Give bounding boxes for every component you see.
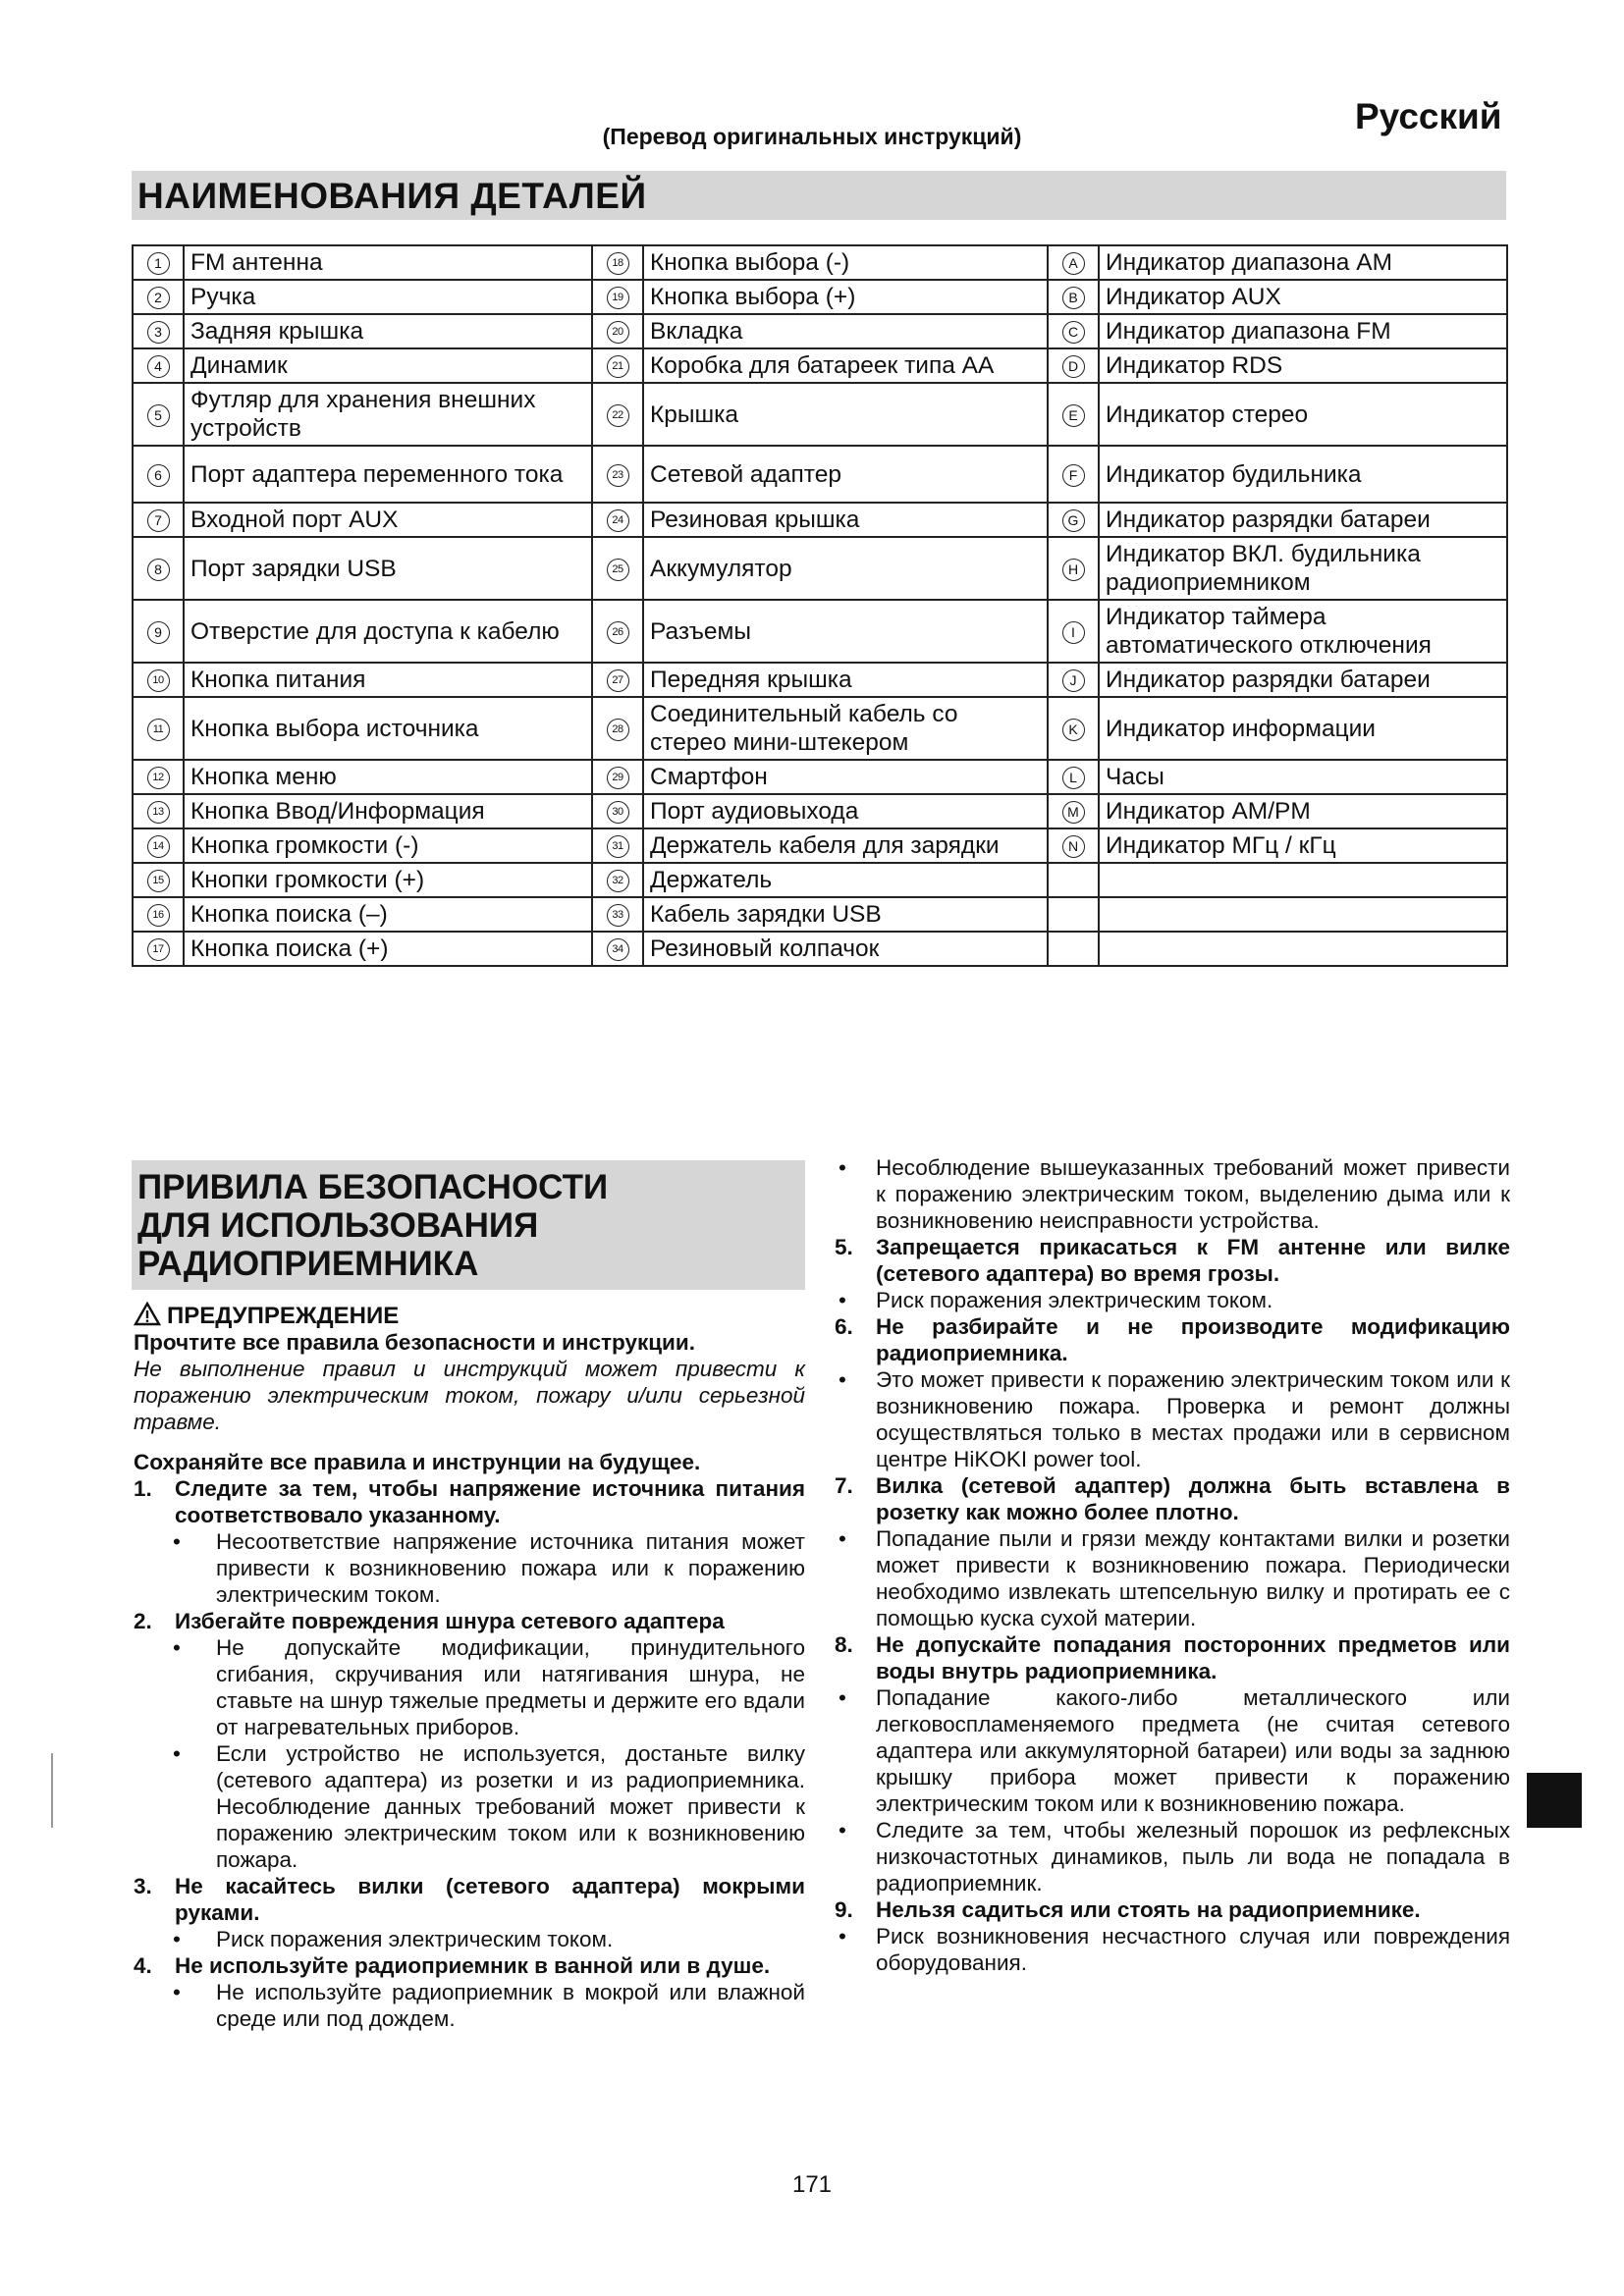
parts-row [133, 503, 1507, 537]
safety-bullet [835, 1287, 1510, 1313]
part-name: Индикатор AUX [1099, 280, 1507, 314]
part-number-cell [592, 663, 643, 697]
part-number: 29 [607, 767, 629, 789]
part-name: Индикатор диапазона FM [1099, 314, 1507, 348]
part-number-cell [1048, 897, 1099, 932]
parts-row [133, 348, 1507, 383]
safety-bullet-text: Несоответствие напряжение источника питания может привести к возникновению пожара или к поражению электрическим током. [216, 1529, 805, 1607]
safety-item [134, 1952, 805, 2032]
part-name: Часы [1099, 760, 1507, 794]
bullet-mark: • [173, 1927, 181, 1951]
safety-item [835, 1234, 1510, 1313]
safety-bullet-text: Риск возникновения несчастного случая или повреждения оборудования. [876, 1924, 1510, 1975]
part-name: Порт зарядки USB [184, 537, 592, 600]
part-number: 7 [147, 509, 170, 532]
part-number: K [1062, 719, 1085, 741]
part-number: 17 [147, 938, 170, 961]
part-name: Коробка для батареек типа AA [643, 348, 1048, 383]
part-number: 15 [147, 870, 170, 892]
part-number: A [1062, 252, 1085, 275]
part-number: L [1062, 767, 1085, 789]
safety-item-number: 7. [835, 1473, 853, 1498]
parts-heading-band [132, 171, 1506, 220]
part-name: Порт адаптера переменного тока [184, 446, 592, 503]
safety-bullet [835, 1366, 1510, 1472]
safety-item-number: 8. [835, 1632, 853, 1657]
parts-row [133, 932, 1507, 966]
parts-row [133, 537, 1507, 600]
safety-item [835, 1896, 1510, 1976]
right-safety-items [835, 1234, 1510, 1976]
part-name: Кабель зарядки USB [643, 897, 1048, 932]
part-number: J [1062, 669, 1085, 692]
part-number: 34 [607, 938, 629, 961]
read-all-note: Не выполнение правил и инструкций может привести к поражению электрическим током, пожару и/или серьезной травме. [134, 1357, 805, 1434]
part-name: Индикатор таймера автоматического отключения [1099, 600, 1507, 663]
part-name: Футляр для хранения внешних устройств [184, 383, 592, 446]
part-number-cell [133, 863, 184, 897]
part-number: 11 [147, 719, 170, 741]
part-number-cell [133, 280, 184, 314]
warning-label: ПРЕДУПРЕЖДЕНИЕ [167, 1303, 400, 1329]
part-number-cell [592, 245, 643, 280]
part-name: Кнопка выбора (-) [643, 245, 1048, 280]
part-number-cell [133, 897, 184, 932]
safety-item-title-text: Нельзя садиться или стоять на радиоприемнике. [876, 1897, 1421, 1922]
part-number-cell [133, 697, 184, 760]
part-number: 31 [607, 835, 629, 858]
part-number-cell [592, 314, 643, 348]
safety-bullet-text: Это может привести к поражению электрическим током или к возникновению пожара. Проверка и ремонт должны осуществляться только в местах продажи или в сервисном центре HiKOKI power tool. [876, 1367, 1510, 1471]
safety-item-number: 6. [835, 1314, 853, 1339]
part-number-cell [133, 663, 184, 697]
safety-item-title [134, 1873, 805, 1926]
part-name: Индикатор ВКЛ. будильника радиоприемником [1099, 537, 1507, 600]
part-number: 20 [607, 321, 629, 344]
part-number: 6 [147, 464, 170, 487]
bullet-mark: • [839, 1367, 846, 1392]
part-number-cell [1048, 314, 1099, 348]
parts-row [133, 828, 1507, 863]
bullet-mark: • [173, 1635, 181, 1660]
part-number-cell [1048, 760, 1099, 794]
part-number-cell [592, 828, 643, 863]
part-number-cell [592, 794, 643, 828]
part-number-cell [592, 897, 643, 932]
part-number-cell [133, 760, 184, 794]
part-number: 10 [147, 669, 170, 692]
safety-bullet [835, 1684, 1510, 1817]
part-number-cell [1048, 828, 1099, 863]
part-number-cell [133, 600, 184, 663]
part-number-cell [133, 932, 184, 966]
part-name [1099, 897, 1507, 932]
part-number-cell [1048, 245, 1099, 280]
bullet-mark: • [839, 1818, 846, 1842]
part-name: Держатель [643, 863, 1048, 897]
parts-row [133, 600, 1507, 663]
safety-bullet [835, 1923, 1510, 1976]
parts-row [133, 280, 1507, 314]
safety-bullet [134, 1528, 805, 1608]
part-name: Индикатор диапазона AM [1099, 245, 1507, 280]
part-name: Сетевой адаптер [643, 446, 1048, 503]
safety-item-number: 2. [134, 1609, 152, 1633]
left-safety-items [134, 1475, 805, 2032]
part-number-cell [592, 503, 643, 537]
safety-item [134, 1475, 805, 1608]
safety-item [835, 1313, 1510, 1472]
language-label: Русский [1355, 96, 1502, 136]
safety-item-number: 1. [134, 1476, 152, 1501]
part-number: 12 [147, 767, 170, 789]
safety-item-title-text: Не разбирайте и не производите модификацию радиоприемника. [876, 1314, 1510, 1365]
safety-item-number: 9. [835, 1897, 853, 1922]
part-number: 16 [147, 904, 170, 927]
safety-item-number: 5. [835, 1235, 853, 1259]
safety-item-title [134, 1475, 805, 1528]
parts-row [133, 245, 1507, 280]
part-number: B [1062, 287, 1085, 309]
part-name: Индикатор разрядки батареи [1099, 503, 1507, 537]
part-number-cell [1048, 663, 1099, 697]
part-number-cell [1048, 280, 1099, 314]
part-number: 14 [147, 835, 170, 858]
section-tab-marker [1527, 1773, 1582, 1828]
safety-item [134, 1608, 805, 1873]
part-number-cell [133, 245, 184, 280]
part-number-cell [1048, 932, 1099, 966]
part-name: Кнопка меню [184, 760, 592, 794]
safety-item [835, 1472, 1510, 1631]
part-number-cell [1048, 348, 1099, 383]
safety-heading-line: ПРИВИЛА БЕЗОПАСНОСТИ [137, 1168, 609, 1206]
part-number-cell [592, 446, 643, 503]
part-name: Кнопка выбора (+) [643, 280, 1048, 314]
part-number-cell [1048, 600, 1099, 663]
safety-right-column [835, 1154, 1510, 1976]
part-number: 30 [607, 801, 629, 824]
part-name: Передняя крышка [643, 663, 1048, 697]
bullet-mark: • [173, 1741, 181, 1766]
part-name: Держатель кабеля для зарядки [643, 828, 1048, 863]
safety-item [835, 1631, 1510, 1896]
part-name: Динамик [184, 348, 592, 383]
part-name: Аккумулятор [643, 537, 1048, 600]
parts-table [132, 244, 1508, 967]
part-number-cell [133, 537, 184, 600]
bullet-mark: • [173, 1980, 181, 2004]
part-name: Задняя крышка [184, 314, 592, 348]
safety-item-title [134, 1608, 805, 1634]
part-number-cell [1048, 863, 1099, 897]
bullet-mark: • [839, 1155, 846, 1180]
part-number-cell [1048, 383, 1099, 446]
part-number-cell [1048, 697, 1099, 760]
part-number: 19 [607, 287, 629, 309]
part-name: Индикатор информации [1099, 697, 1507, 760]
parts-row [133, 794, 1507, 828]
safety-item-title-text: Не допускайте попадания посторонних предметов или воды внутрь радиоприемника. [876, 1632, 1510, 1683]
safety-item-title-text: Вилка (сетевой адаптер) должна быть вставлена в розетку как можно более плотно. [876, 1473, 1510, 1524]
part-number-cell [1048, 794, 1099, 828]
safety-item-title-text: Не касайтесь вилки (сетевого адаптера) мокрыми руками. [175, 1874, 805, 1925]
part-number: D [1062, 355, 1085, 378]
page-number: 171 [791, 2171, 833, 2198]
part-number: 9 [147, 621, 170, 644]
part-number-cell [592, 600, 643, 663]
part-number: 4 [147, 355, 170, 378]
part-number-cell [592, 932, 643, 966]
part-name: Индикатор AM/PM [1099, 794, 1507, 828]
part-number: 33 [607, 904, 629, 927]
part-name: Входной порт AUX [184, 503, 592, 537]
part-name: Резиновая крышка [643, 503, 1048, 537]
part-number: 5 [147, 404, 170, 427]
warning-triangle-icon [134, 1302, 161, 1326]
part-name: Ручка [184, 280, 592, 314]
part-number-cell [592, 760, 643, 794]
safety-item-number: 3. [134, 1874, 152, 1898]
part-number-cell [133, 828, 184, 863]
part-number: 3 [147, 321, 170, 344]
part-number: 13 [147, 801, 170, 824]
margin-line [51, 1753, 53, 1828]
safety-heading-line: РАДИОПРИЕМНИКА [137, 1245, 479, 1283]
part-name: Отверстие для доступа к кабелю [184, 600, 592, 663]
safety-bullet-text: Если устройство не используется, достаньте вилку (сетевого адаптера) из розетки и из радиоприемника. Несоблюдение данных требований может привести к поражению электрическим током или к возникновению пожара. [216, 1741, 805, 1872]
part-name: Индикатор будильника [1099, 446, 1507, 503]
bullet-mark: • [173, 1529, 181, 1554]
part-number: M [1062, 801, 1085, 824]
part-number-cell [133, 383, 184, 446]
safety-item-title-text: Избегайте повреждения шнура сетевого адаптера [175, 1609, 725, 1633]
parts-row [133, 697, 1507, 760]
safety-heading-line: ДЛЯ ИСПОЛЬЗОВАНИЯ [137, 1206, 539, 1245]
parts-row [133, 663, 1507, 697]
parts-row [133, 446, 1507, 503]
part-name: Порт аудиовыхода [643, 794, 1048, 828]
parts-row [133, 760, 1507, 794]
part-number-cell [133, 503, 184, 537]
safety-bullet-text: Попадание какого-либо металлического или легковоспламеняемого предмета (не считая сетевого адаптера или аккумуляторной батареи) или воды за заднюю крышку прибора может привести к поражению электрическим током или к возникновению пожара. [876, 1685, 1510, 1816]
safety-item-title-text: Запрещается прикасаться к FM антенне или вилке (сетевого адаптера) во время грозы. [876, 1235, 1510, 1286]
part-name: Кнопка Ввод/Информация [184, 794, 592, 828]
safety-item-title [835, 1234, 1510, 1287]
part-number-cell [592, 348, 643, 383]
safety-heading [137, 1168, 608, 1283]
part-name: Кнопка питания [184, 663, 592, 697]
safety-item-title [835, 1896, 1510, 1923]
part-name: Индикатор МГц / кГц [1099, 828, 1507, 863]
part-name: Кнопка громкости (-) [184, 828, 592, 863]
safety-bullet [134, 1740, 805, 1873]
part-name: FM антенна [184, 245, 592, 280]
part-name: Соединительный кабель со стерео мини-штекером [643, 697, 1048, 760]
safety-item-title [134, 1952, 805, 1979]
safety-bullet-text: Не используйте радиоприемник в мокрой или влажной среде или под дождем. [216, 1980, 805, 2031]
part-number: 23 [607, 464, 629, 487]
part-name: Смартфон [643, 760, 1048, 794]
part-number-cell [133, 314, 184, 348]
part-name: Крышка [643, 383, 1048, 446]
part-name [1099, 863, 1507, 897]
safety-bullet [134, 1634, 805, 1740]
safety-left-column [134, 1302, 805, 2032]
safety-bullet-text: Следите за тем, чтобы железный порошок из рефлексных низкочастотных динамиков, пыль ли вода не попадала в радиоприемник. [876, 1818, 1510, 1896]
read-all-instructions: Прочтите все правила безопасности и инструкции. [134, 1330, 695, 1355]
part-number: 22 [607, 404, 629, 427]
safety-item [134, 1873, 805, 1952]
safety-item-title [835, 1631, 1510, 1684]
part-number: E [1062, 404, 1085, 427]
parts-row [133, 314, 1507, 348]
part-number: G [1062, 509, 1085, 532]
part-number-cell [592, 537, 643, 600]
part-number-cell [133, 446, 184, 503]
part-number: I [1062, 621, 1085, 644]
safety-bullet [835, 1817, 1510, 1896]
part-name [1099, 932, 1507, 966]
keep-rules: Сохраняйте все правила и инструнции на будущее. [134, 1450, 701, 1474]
safety-bullet [134, 1926, 805, 1952]
bullet-mark: • [839, 1685, 846, 1710]
part-number-cell [1048, 537, 1099, 600]
part-number: 21 [607, 355, 629, 378]
part-number: 18 [607, 252, 629, 275]
part-name: Вкладка [643, 314, 1048, 348]
safety-bullet-text: Риск поражения электрическим током. [876, 1288, 1273, 1312]
safety-bullet-text: Не допускайте модификации, принудительного сгибания, скручивания или натягивания шнура, не ставьте на шнур тяжелые предметы и держите его вдали от нагревательных приборов. [216, 1635, 805, 1739]
part-number-cell [592, 697, 643, 760]
part-name: Кнопка выбора источника [184, 697, 592, 760]
part-number-cell [1048, 446, 1099, 503]
part-number: 26 [607, 621, 629, 644]
parts-row [133, 897, 1507, 932]
safety-heading-band [132, 1160, 805, 1290]
part-name: Разъемы [643, 600, 1048, 663]
part-number: H [1062, 559, 1085, 581]
translation-note: (Перевод оригинальных инструкций) [602, 124, 1022, 149]
intro-bullet-text: Несоблюдение вышеуказанных требований может привести к поражению электрическим током, выделению дыма или к возникновению неисправности устройства. [876, 1155, 1510, 1233]
part-name: Кнопка поиска (–) [184, 897, 592, 932]
safety-bullet-text: Риск поражения электрическим током. [216, 1927, 614, 1951]
part-name: Кнопка поиска (+) [184, 932, 592, 966]
part-number-cell [133, 348, 184, 383]
part-number: 28 [607, 719, 629, 741]
part-number: N [1062, 835, 1085, 858]
part-name: Индикатор стерео [1099, 383, 1507, 446]
safety-bullet [134, 1979, 805, 2032]
safety-item-number: 4. [134, 1953, 152, 1978]
part-number-cell [1048, 503, 1099, 537]
bullet-mark: • [839, 1924, 846, 1949]
safety-item-title [835, 1313, 1510, 1366]
parts-row [133, 383, 1507, 446]
part-number: 32 [607, 870, 629, 892]
part-name: Резиновый колпачок [643, 932, 1048, 966]
part-name: Индикатор разрядки батареи [1099, 663, 1507, 697]
part-number: 24 [607, 509, 629, 532]
safety-bullet-text: Попадание пыли и грязи между контактами вилки и розетки может привести к возникновению пожара. Периодически необходимо извлекать штепсельную вилку и протирать ее с помощью куска сухой материи. [876, 1526, 1510, 1630]
safety-bullet [835, 1525, 1510, 1631]
safety-item-title-text: Не используйте радиоприемник в ванной или в душе. [175, 1953, 771, 1978]
part-number-cell [592, 863, 643, 897]
part-name: Кнопки громкости (+) [184, 863, 592, 897]
intro-bullet [835, 1154, 1510, 1234]
part-number: 8 [147, 559, 170, 581]
bullet-mark: • [839, 1526, 846, 1551]
part-number: 27 [607, 669, 629, 692]
warning-heading [134, 1302, 805, 1329]
part-number: 25 [607, 559, 629, 581]
part-number-cell [592, 383, 643, 446]
bullet-mark: • [839, 1288, 846, 1312]
parts-heading: НАИМЕНОВАНИЯ ДЕТАЛЕЙ [137, 176, 647, 216]
safety-item-title [835, 1472, 1510, 1525]
part-number: C [1062, 321, 1085, 344]
part-number-cell [133, 794, 184, 828]
parts-row [133, 863, 1507, 897]
part-number: 1 [147, 252, 170, 275]
part-number: 2 [147, 287, 170, 309]
part-name: Индикатор RDS [1099, 348, 1507, 383]
safety-item-title-text: Следите за тем, чтобы напряжение источника питания соответствовало указанному. [175, 1476, 805, 1527]
part-number-cell [592, 280, 643, 314]
part-number: F [1062, 464, 1085, 487]
